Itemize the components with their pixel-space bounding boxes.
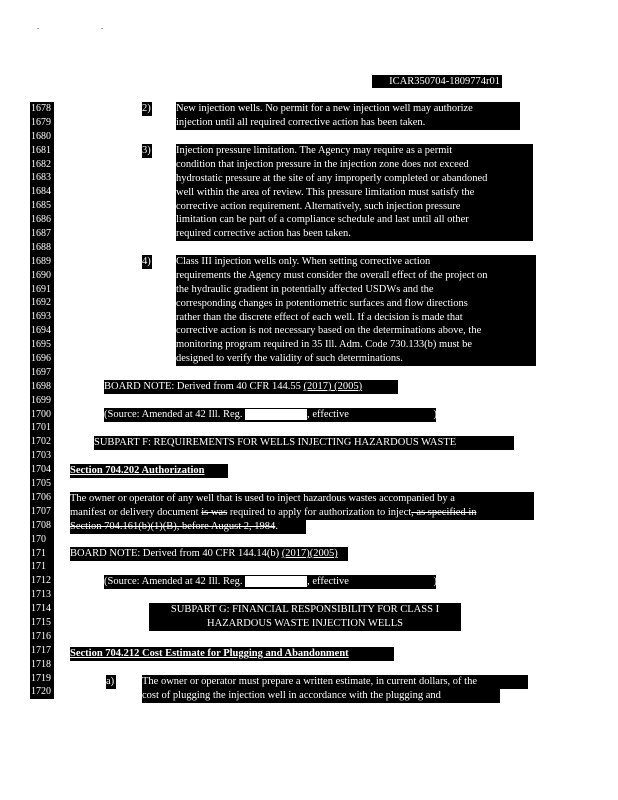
item-a-text	[142, 675, 528, 689]
item-4-line: the hydraulic gradient in potentially affected USDWs and the	[176, 283, 434, 295]
para-line-2-struck-2: , as specified in	[411, 506, 477, 518]
source-2-prefix: (Source: Amended at 42 Ill. Reg.	[104, 576, 243, 587]
source-note-2	[104, 575, 436, 589]
para-line-2-struck: is was	[201, 506, 228, 518]
line-number: 1715	[31, 616, 51, 628]
line-number: 1703	[31, 450, 51, 462]
line-number: 1699	[31, 394, 51, 406]
item-3-line: limitation can be part of a compliance schedule and last until all other	[176, 214, 469, 226]
line-number: 1678	[31, 103, 51, 114]
line-number-gutter	[30, 102, 54, 699]
line-number: 1708	[31, 519, 51, 531]
line-number: 1702	[31, 436, 51, 448]
line-number: 1716	[31, 630, 51, 642]
item-3-line: hydrostatic pressure at the site of any improperly completed or abandoned	[176, 172, 488, 184]
item-2-marker: 2)	[142, 103, 151, 114]
item-2-line: New injection wells. No permit for a new injection well may authorize	[176, 103, 473, 114]
document-id: ICAR350704-1809774r01	[372, 75, 502, 88]
item-2-text	[176, 102, 520, 130]
line-number: 1684	[31, 186, 51, 198]
scan-marks: . .	[37, 22, 133, 31]
line-number: 1701	[31, 422, 51, 434]
source-1-suffix: )	[433, 409, 438, 420]
line-number: 1680	[31, 130, 51, 142]
item-3-marker: 3)	[142, 145, 151, 156]
source-note-1	[104, 408, 436, 422]
line-number: 1688	[31, 241, 51, 253]
line-number: 1718	[31, 658, 51, 670]
para-line-3-box	[70, 520, 306, 534]
line-number: 1697	[31, 366, 51, 378]
line-number: 171	[31, 561, 46, 573]
line-number: 1714	[31, 603, 51, 615]
line-number: 1694	[31, 325, 51, 337]
item-3-line: Injection pressure limitation. The Agency may require as a permit	[176, 145, 453, 156]
line-number: 1695	[31, 339, 51, 351]
line-number: 171	[31, 547, 46, 559]
line-number: 1689	[31, 255, 51, 267]
source-1-blank-reg	[245, 409, 307, 420]
line-number: 1700	[31, 408, 51, 420]
item-a-line: cost of plugging the injection well in accordance with the plugging and	[142, 690, 441, 701]
section-704-212-heading: Section 704.212 Cost Estimate for Plugging and Abandonment	[70, 647, 394, 661]
item-3-line: corrective action requirement. Alternatively, such injection pressure	[176, 200, 461, 212]
source-2-blank-date	[352, 576, 434, 587]
section-704-202-heading: Section 704.202 Authorization	[70, 464, 228, 478]
line-number: 1679	[31, 116, 51, 128]
board-note-1	[104, 380, 398, 394]
section-704-202-paragraph	[70, 492, 534, 520]
line-number: 1690	[31, 269, 51, 281]
item-4-line: Class III injection wells only. When setting corrective action	[176, 256, 431, 267]
item-2-line: injection until all required corrective action has been taken.	[176, 116, 426, 128]
line-number: 1693	[31, 311, 51, 323]
para-line-2-a: manifest or delivery document	[70, 506, 202, 518]
item-4-line: requirements the Agency must consider the overall effect of the project on	[176, 269, 488, 281]
line-number: 1683	[31, 172, 51, 184]
source-2-suffix: )	[433, 576, 438, 587]
line-number: 1717	[31, 644, 51, 656]
item-a-text-2	[142, 689, 500, 703]
para-line-2	[70, 506, 534, 520]
subpart-g-heading	[149, 603, 461, 631]
subpart-f-heading: SUBPART F: REQUIREMENTS FOR WELLS INJECTING HAZARDOUS WASTE	[94, 436, 514, 450]
line-number: 1720	[31, 686, 51, 698]
line-number: 1707	[31, 505, 51, 517]
item-4-line: corrective action is not necessary based on the determinations above, the	[176, 325, 482, 337]
source-1-blank-date	[352, 409, 434, 420]
source-1-middle: , effective	[307, 409, 349, 420]
line-number: 1691	[31, 283, 51, 295]
item-4-marker: 4)	[142, 256, 151, 267]
line-number: 1692	[31, 297, 51, 309]
board-note-2-text: BOARD NOTE: Derived from 40 CFR 144.14(b)	[70, 548, 282, 559]
line-number: 1696	[31, 353, 51, 365]
para-line-1: The owner or operator of any well that is used to inject hazardous wastes accompanied by a	[70, 493, 455, 504]
item-4-line: corresponding changes in potentiometric surfaces and flow directions	[176, 297, 468, 309]
para-line-3-end: .	[275, 521, 278, 532]
line-number: 1706	[31, 491, 51, 503]
board-note-2	[70, 547, 348, 561]
item-4-line: designed to verify the validity of such determinations.	[176, 353, 403, 365]
board-note-1-date: (2017) (2005)	[303, 381, 363, 392]
line-number: 170	[31, 533, 46, 545]
line-number: 1704	[31, 464, 51, 476]
source-1-prefix: (Source: Amended at 42 Ill. Reg.	[104, 409, 243, 420]
item-4-line: monitoring program required in 35 Ill. Adm. Code 730.133(b) must be	[176, 339, 472, 351]
line-number: 1713	[31, 589, 51, 601]
item-3-text	[176, 144, 533, 241]
line-number: 1686	[31, 214, 51, 226]
line-number: 1682	[31, 158, 51, 170]
item-3-line: required corrective action has been taken.	[176, 228, 351, 240]
subpart-g-line-2: HAZARDOUS WASTE INJECTION WELLS	[207, 617, 403, 629]
para-line-3-struck: Section 704.161(b)(1)(B), before August 2, 1984	[70, 521, 276, 532]
line-number: 1698	[31, 380, 51, 392]
board-note-1-text: BOARD NOTE: Derived from 40 CFR 144.55	[104, 381, 304, 392]
source-2-blank-reg	[245, 576, 307, 587]
line-number: 1712	[31, 575, 51, 587]
item-3-line: well within the area of review. This pressure limitation must satisfy the	[176, 186, 475, 198]
para-line-2-b: required to apply for authorization to inject	[227, 506, 412, 518]
item-a-marker: a)	[106, 676, 115, 687]
line-number: 1685	[31, 200, 51, 212]
item-4-text	[176, 255, 536, 366]
line-number: 1687	[31, 228, 51, 240]
item-3-line: condition that injection pressure in the injection zone does not exceed	[176, 158, 469, 170]
item-4-line: rather than the discrete effect of each well. If a decision is made that	[176, 311, 463, 323]
line-number: 1719	[31, 672, 51, 684]
line-number: 1705	[31, 478, 51, 490]
source-2-middle: , effective	[307, 576, 349, 587]
subpart-g-line-1: SUBPART G: FINANCIAL RESPONSIBILITY FOR CLASS I	[170, 604, 440, 615]
item-a-line: The owner or operator must prepare a written estimate, in current dollars, of the	[142, 676, 478, 687]
board-note-2-date: (2017)(2005)	[281, 548, 338, 559]
line-number: 1681	[31, 144, 51, 156]
